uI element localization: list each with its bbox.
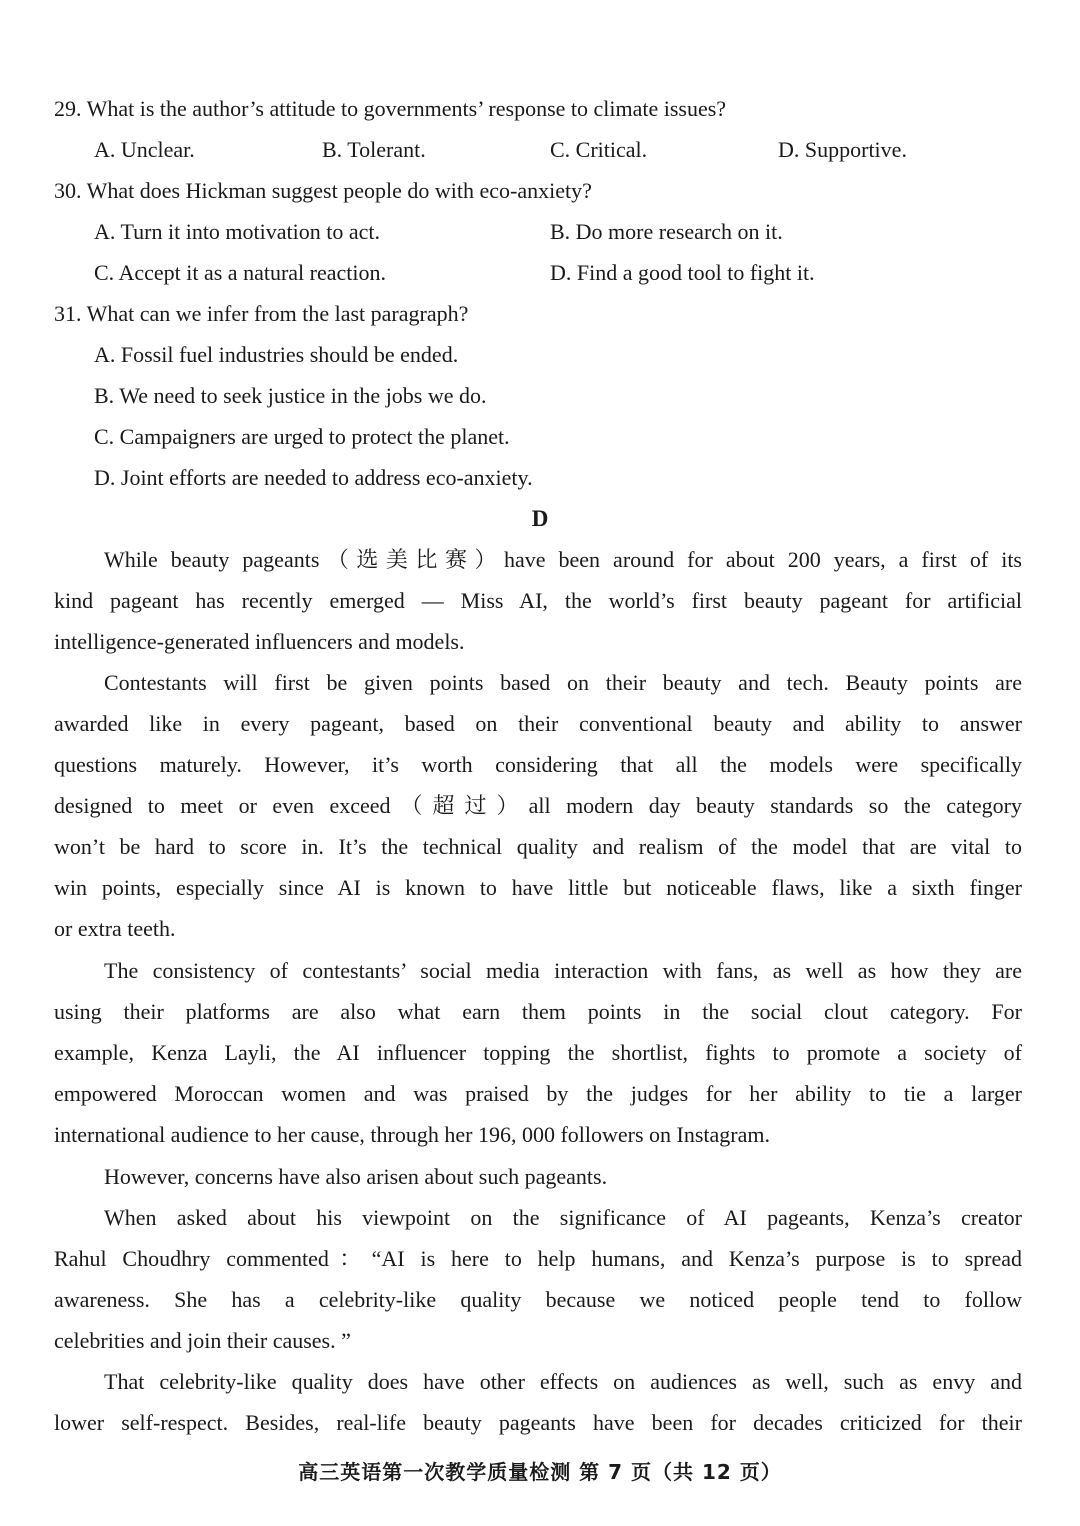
passage-line-17: When asked about his viewpoint on the significance of AI pageants, Kenza’s creator [104, 1205, 1022, 1230]
question-31-stem: 31. What can we infer from the last paragraph? [54, 301, 469, 326]
passage-line-7: designed to meet or even exceed（超过）all modern day beauty standards so the category [54, 793, 1022, 818]
passage-line-5: awarded like in every pageant, based on their conventional beauty and ability to answer [54, 711, 1022, 736]
q29-option-c: C. Critical. [550, 137, 648, 162]
passage-line-13: example, Kenza Layli, the AI influencer topping the shortlist, fights to promote a society of [54, 1040, 1022, 1065]
passage-line-2: kind pageant has recently emerged — Miss AI, the world’s first beauty pageant for artificial [54, 588, 1022, 613]
q30-option-a: A. Turn it into motivation to act. [94, 219, 381, 244]
passage-line-21: That celebrity-like quality does have other effects on audiences as well, such as envy and [104, 1369, 1022, 1394]
q31-option-c: C. Campaigners are urged to protect the planet. [94, 424, 510, 449]
passage-line-1: While beauty pageants（选美比赛）have been around for about 200 years, a first of its [104, 547, 1022, 572]
passage-line-19: awareness. She has a celebrity-like quality because we noticed people tend to follow [54, 1287, 1022, 1312]
q30-option-c: C. Accept it as a natural reaction. [94, 260, 386, 285]
q29-option-b: B. Tolerant. [322, 137, 426, 162]
q31-option-b: B. We need to seek justice in the jobs we do. [94, 383, 487, 408]
passage-line-20: celebrities and join their causes. ” [54, 1328, 351, 1353]
passage-line-16: However, concerns have also arisen about such pageants. [104, 1164, 608, 1189]
passage-line-11: The consistency of contestants’ social media interaction with fans, as well as how they are [104, 958, 1022, 983]
passage-line-10: or extra teeth. [54, 916, 176, 941]
passage-line-9: win points, especially since AI is known to have little but noticeable flaws, like a sixth finger [54, 875, 1022, 900]
passage-line-22: lower self-respect. Besides, real-life beauty pageants have been for decades criticized for their [54, 1410, 1022, 1435]
q31-option-d: D. Joint efforts are needed to address eco-anxiety. [94, 465, 533, 490]
passage-line-6: questions maturely. However, it’s worth considering that all the models were specifically [54, 752, 1022, 777]
q30-option-d: D. Find a good tool to fight it. [550, 260, 815, 285]
passage-line-18: Rahul Choudhry commented：“AI is here to help humans, and Kenza’s purpose is to spread [54, 1246, 1022, 1271]
q30-option-b: B. Do more research on it. [550, 219, 783, 244]
passage-line-4: Contestants will first be given points based on their beauty and tech. Beauty points are [104, 670, 1022, 695]
passage-line-12: using their platforms are also what earn them points in the social clout category. For [54, 999, 1022, 1024]
q29-option-a: A. Unclear. [94, 137, 195, 162]
passage-line-15: international audience to her cause, through her 196, 000 followers on Instagram. [54, 1122, 770, 1147]
page-footer: 高三英语第一次教学质量检测 第 7 页（共 12 页） [298, 1460, 782, 1484]
passage-line-14: empowered Moroccan women and was praised by the judges for her ability to tie a larger [54, 1081, 1022, 1106]
question-29-stem: 29. What is the author’s attitude to governments’ response to climate issues? [54, 96, 727, 121]
question-30-stem: 30. What does Hickman suggest people do with eco-anxiety? [54, 178, 592, 203]
q31-option-a: A. Fossil fuel industries should be ended. [94, 342, 459, 367]
passage-line-8: won’t be hard to score in. It’s the technical quality and realism of the model that are vital to [54, 834, 1022, 859]
section-heading: D [531, 506, 549, 531]
passage-line-3: intelligence-generated influencers and models. [54, 629, 465, 654]
q29-option-d: D. Supportive. [778, 137, 907, 162]
